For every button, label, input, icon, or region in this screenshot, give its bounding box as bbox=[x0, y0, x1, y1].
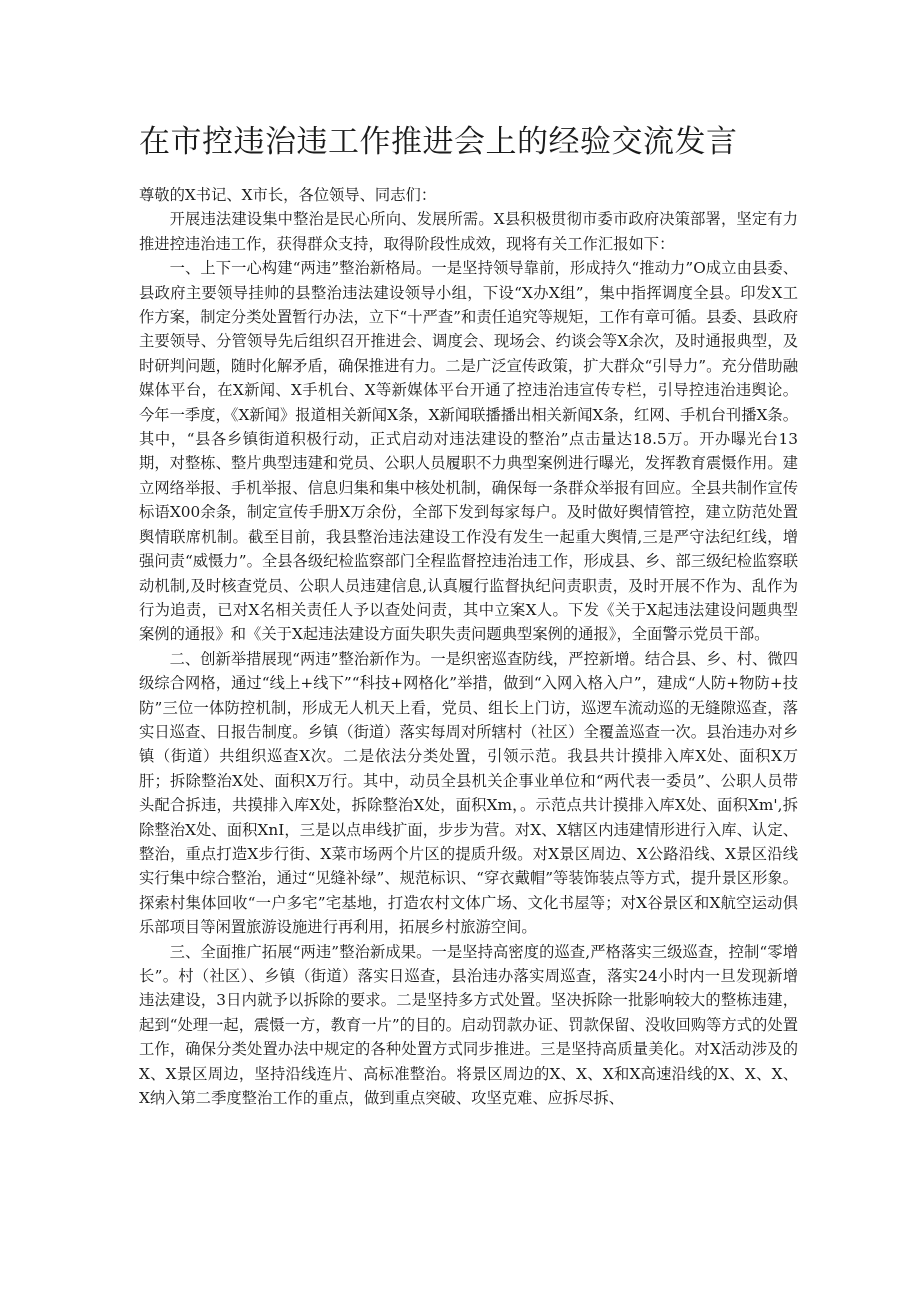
paragraph-section-3: 三、全面推广拓展“两违”整治新成果。一是坚持高密度的巡查,严格落实三级巡查，控制“零增长”。村（社区）、乡镇（街道）落实日巡查，县治违办落实周巡查，落实24小时内一旦发现新增违法建设，3日内就予以拆除的要求。二是坚持多方式处置。坚决拆除一批影响较大的整栋违建，起到“处理一起，震慑一方，教育一片”的目的。启动罚款办证、罚款保留、没收回购等方式的处置工作，确保分类处置办法中规定的各种处置方式同步推进。三是坚持高质量美化。对X活动涉及的X、X景区周边，坚持沿线连片、高标准整治。将景区周边的X、X、X和X高速沿线的X、X、X、X纳入第二季度整治工作的重点，做到重点突破、攻坚克难、应拆尽拆、 bbox=[139, 942, 798, 1108]
document-title: 在市控违治违工作推进会上的经验交流发言 bbox=[139, 124, 738, 160]
paragraph-section-2: 二、创新举措展现“两违”整治新作为。一是织密巡查防线，严控新增。结合县、乡、村、微四级综合网格，通过“线上+线下”“科技+网格化”举措，做到“入网入格入户”，建成“人防+物防+技防”三位一体防控机制，形成无人机天上看，党员、组长上门访，巡逻车流动巡的无缝隙巡查，落实日巡查、日报告制度。乡镇（街道）落实每周对所辖村（社区）全覆盖巡查一次。县治违办对乡镇（街道）共组织巡查X次。二是依法分类处置，引领示范。我县共计摸排入库X处、面积X万肝；拆除整治X处、面积X万行。其中，动员全县机关企事业单位和“两代表一委员”、公职人员带头配合拆违，共摸排入库X处，拆除整治X处，面积Xm，。示范点共计摸排入库X处、面积Xm',拆除整治X处、面积XnI，三是以点串线扩面，步步为营。对X、X辖区内违建情形进行入库、认定、整治，重点打造X步行街、X菜市场两个片区的提质升级。对X景区周边、X公路沿线、X景区沿线实行集中综合整治，通过“见缝补绿”、规范标识、“穿衣戴帽”等装饰装点等方式，提升景区形象。探索村集体回收“一户多宅”宅基地，打造农村文体广场、文化书屋等；对X谷景区和X航空运动俱乐部项目等闲置旅游设施进行再利用，拓展乡村旅游空间。 bbox=[139, 649, 798, 937]
document-body bbox=[139, 183, 798, 1110]
paragraph-intro: 开展违法建设集中整治是民心所向、发展所需。X县积极贯彻市委市政府决策部署，坚定有力推进控违治违工作，获得群众支持，取得阶段性成效，现将有关工作汇报如下： bbox=[139, 210, 798, 253]
paragraph-section-1: 一、上下一心构建“两违”整治新格局。一是坚持领导靠前，形成持久“推动力”O成立由县委、县政府主要领导挂帅的县整治违法建设领导小组，下设“X办X组”，集中指挥调度全县。印发X工作方案，制定分类处置暂行办法，立下“十严查”和责任追究等规矩，工作有章可循。县委、县政府主要领导、分管领导先后组织召开推进会、调度会、现场会、约谈会等X余次，及时通报典型，及时研判问题，随时化解矛盾，确保推进有力。二是广泛宣传政策，扩大群众“引导力”。充分借助融媒体平台，在X新闻、X手机台、X等新媒体平台开通了控违治违宣传专栏，引导控违治违舆论。今年一季度，《X新闻》报道相关新闻X条，X新闻联播播出相关新闻X条，红网、手机台刊播X条。其中，“县各乡镇街道积极行动，正式启动对违法建设的整治”点击量达18.5万。开办曝光台13期，对整栋、整片典型违建和党员、公职人员履职不力典型案例进行曝光，发挥教育震慑作用。建立网络举报、手机举报、信息归集和集中核处机制，确保每一条群众举报有回应。全县共制作宣传标语X00余条，制定宣传手册X万余份，全部下发到每家每户。及时做好舆情管控，建立防范处置舆情联席机制。截至目前，我县整治违法建设工作没有发生一起重大舆情,三是严守法纪红线，增强问责“威慑力”。全县各级纪检监察部门全程监督控违治违工作，形成县、乡、部三级纪检监察联动机制,及时核查党员、公职人员违建信息,认真履行监督执纪问责职责，及时开展不作为、乱作为行为追责，已对X名相关责任人予以查处问责，其中立案X人。下发《关于X起违法建设问题典型案例的通报》和《关于X起违法建设方面失职失责问题典型案例的通报》，全面警示党员干部。 bbox=[139, 259, 798, 644]
salutation: 尊敬的X书记、X市长，各位领导、同志们： bbox=[139, 186, 437, 204]
